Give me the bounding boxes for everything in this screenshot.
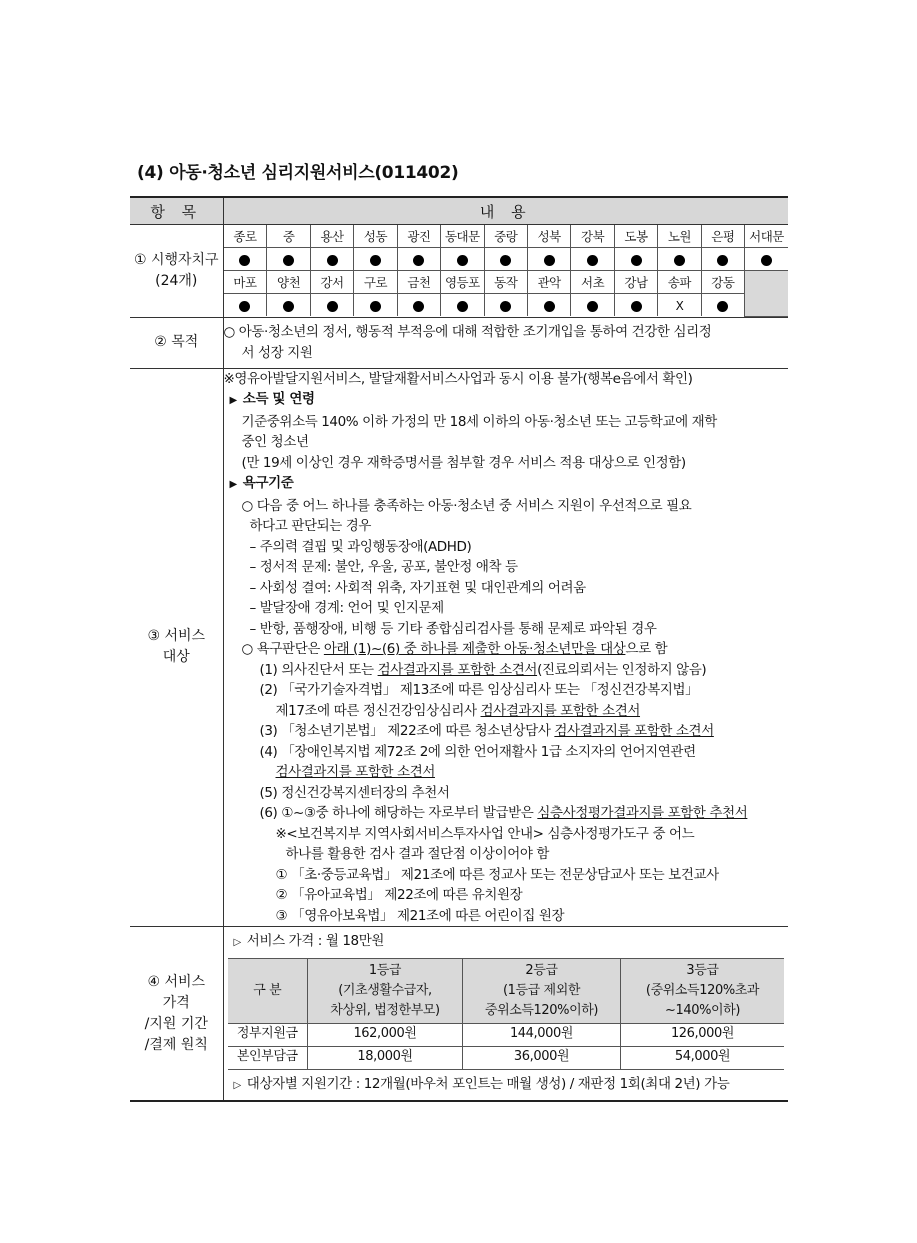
district-name: 중랑 <box>484 225 527 248</box>
dot-icon <box>457 301 468 312</box>
district-name-row <box>224 225 789 248</box>
row-target <box>130 368 788 927</box>
district-name: 노원 <box>658 225 701 248</box>
district-mark <box>267 248 310 271</box>
self-grade-1: 18,000원 <box>308 1046 463 1069</box>
service-price: 서비스 가격 : 월 18만원 <box>246 933 385 949</box>
dot-icon <box>413 301 424 312</box>
district-name: 양천 <box>267 271 310 294</box>
dot-icon <box>283 255 294 266</box>
dot-icon <box>674 255 685 266</box>
criteria-4: (4) 「장애인복지법 제72조 2에 의한 언어재활사 1급 소지자의 언어지연관련 <box>259 743 696 760</box>
purpose-label: ② 목적 <box>130 317 223 368</box>
criteria-3: (3) 「청소년기본법」 제22조에 따른 청소년상담사 검사결과지를 포함한 소견서 <box>259 723 714 739</box>
dot-icon <box>413 255 424 266</box>
row-purpose <box>130 317 788 368</box>
support-period: 대상자별 지원기간 : 12개월(바우처 포인트는 매월 생성) / 재판정 1회(최대 2년) 가능 <box>246 1075 730 1092</box>
list-item: ② 「유아교육법」 제22조에 따른 유치원장 <box>275 887 523 903</box>
dot-icon <box>239 301 250 312</box>
district-mark <box>310 248 353 271</box>
district-mark <box>658 294 701 317</box>
dot-icon <box>587 255 598 266</box>
target-label: ③ 서비스 대상 <box>130 368 223 927</box>
district-mark-row <box>224 248 789 271</box>
district-name: 마포 <box>224 271 267 294</box>
list-item: ① 「초·중등교육법」 제21조에 따른 정교사 또는 전문상담교사 또는 보건교사 <box>275 866 719 883</box>
district-mark <box>441 248 484 271</box>
district-name: 강북 <box>571 225 614 248</box>
list-item: – 정서적 문제: 불안, 우울, 공포, 불안정 애착 등 <box>249 559 518 575</box>
price-content <box>223 927 788 1102</box>
grade-2-header: 2등급 (1등급 제외한 중위소득120%이하) <box>463 958 621 1023</box>
district-name: 은평 <box>701 225 744 248</box>
list-item: – 사회성 결여: 사회적 위축, 자기표현 및 대인관계의 어려움 <box>249 579 586 596</box>
triangle-bullet-icon: ▷ <box>233 1079 241 1091</box>
dot-icon <box>457 255 468 266</box>
district-name: 영등포 <box>441 271 484 294</box>
district-name: 동대문 <box>441 225 484 248</box>
dot-icon <box>761 255 772 266</box>
district-mark <box>354 294 397 317</box>
header-content: 내 용 <box>223 197 788 225</box>
district-mark <box>224 248 267 271</box>
row-districts <box>130 225 788 318</box>
districts-cell <box>223 225 788 318</box>
dot-icon <box>500 301 511 312</box>
district-mark <box>614 294 657 317</box>
table-row <box>228 1023 785 1046</box>
grade-3-header: 3등급 (중위소득120%초과 ~140%이하) <box>621 958 785 1023</box>
district-name: 강서 <box>310 271 353 294</box>
district-name: 강동 <box>701 271 744 294</box>
district-name: 금천 <box>397 271 440 294</box>
dot-icon <box>544 301 555 312</box>
program-table <box>130 196 788 1102</box>
district-name: 종로 <box>224 225 267 248</box>
list-item: – 반항, 품행장애, 비행 등 기타 종합심리검사를 통해 문제로 파악된 경우 <box>249 620 657 637</box>
header-item: 항 목 <box>130 197 223 225</box>
district-mark <box>571 248 614 271</box>
target-content: ※영유아발달지원서비스, 발달재활서비스사업과 동시 이용 불가(행복e음에서 확인) ▶ 소득 및 연령 기준중위소득 140% 이하 가정의 만 18세 이하의 아동·청소년 또는 고등학교에 재학 중인 청소년 (만 19세 이상인 경우 재학증명서를 첨부할 경우 서비스 적용 대상으로 인정함) ▶ 욕구기준 ○ 다음 중 어느 하나를 충족하는 아동·청소년 중 서비스 지원이 우선적으로 필요 하다고 판단되는 경우 – 주의력 결핍 및 과잉행동장애(ADHD) – 정서적 문제: 불안, 우울, 공포, 불안정 애착 등 – 사회성 결여: 사회적 위축, 자기표현 및 대인관계의 어려움 – 발달장애 경계: 언어 및 인지문제 – 반항, 품행장애, 비행 등 기타 종합심리검사를 통해 문제로 파악된 경우 ○ 욕구판단은 아래 (1)~(6) 중 하나를 제출한 아동·청소년만을 대상으로 함 (1) 의사진단서 또는 검사결과지를 포함한 소견서(진료의뢰서는 인정하지 않음) (2) 「국가기술자격법」 제13조에 따른 임상심리사 또는 「정신건강복지법」 제17조에 따른 정신건강임상심리사 검사결과지를 포함한 소견서 (3) 「청소년기본법」 제22조에 따른 청소년상담사 검사결과지를 포함한 소견서 (4) 「장애인복지법 제72조 2에 의한 언어재활사 1급 소지자의 언어지연관련 검사결과지를 포함한 소견서 (5) 정신건강복지센터장의 추천서 (6) ①~③중 하나에 해당하는 자로부터 발급받은 심층사정평가결과지를 포함한 추천서 ※<보건복지부 지역사회서비스투자사업 안내> 심층사정평가도구 중 어느 하나를 활용한 검사 결과 절단점 이상이어야 함 ① 「초·중등교육법」 제21조에 따른 정교사 또는 전문상담교사 또는 보건교사 ② 「유아교육법」 제22조에 따른 유치원장 ③ 「영유아보육법」 제21조에 따른 어린이집 원장 <box>223 368 788 927</box>
district-name: 관악 <box>527 271 570 294</box>
district-name: 서초 <box>571 271 614 294</box>
district-mark <box>527 294 570 317</box>
district-mark <box>745 248 788 271</box>
need-heading: 욕구기준 <box>242 475 294 491</box>
price-label: ④ 서비스 가격 /지원 기간 /결제 원칙 <box>130 927 223 1102</box>
district-mark <box>310 294 353 317</box>
dot-icon <box>717 301 728 312</box>
district-mark-row <box>224 294 789 317</box>
gov-grade-2: 144,000원 <box>463 1023 621 1046</box>
dot-icon <box>327 255 338 266</box>
list-item: – 발달장애 경계: 언어 및 인지문제 <box>249 600 444 616</box>
gov-grade-3: 126,000원 <box>621 1023 785 1046</box>
district-name: 광진 <box>397 225 440 248</box>
dot-icon <box>370 301 381 312</box>
empty-cell <box>745 271 788 317</box>
dot-icon <box>631 255 642 266</box>
list-item: ③ 「영유아보육법」 제21조에 따른 어린이집 원장 <box>275 907 565 924</box>
income-heading: 소득 및 연령 <box>242 391 315 407</box>
criteria-6: (6) ①~③중 하나에 해당하는 자로부터 발급받은 심층사정평가결과지를 포함한 추천서 <box>259 805 748 821</box>
district-name: 성동 <box>354 225 397 248</box>
row-label-self: 본인부담금 <box>228 1046 308 1069</box>
dot-icon <box>370 255 381 266</box>
table-row <box>228 1046 785 1069</box>
district-name: 강남 <box>614 271 657 294</box>
district-mark <box>267 294 310 317</box>
list-item: – 주의력 결핍 및 과잉행동장애(ADHD) <box>249 538 472 555</box>
triangle-bullet-icon: ▶ <box>229 395 237 406</box>
price-table <box>228 958 785 1070</box>
district-mark <box>701 248 744 271</box>
district-mark <box>614 248 657 271</box>
row-label-gov: 정부지원금 <box>228 1023 308 1046</box>
target-note: ※영유아발달지원서비스, 발달재활서비스사업과 동시 이용 불가(행복e음에서 확인) <box>223 370 693 387</box>
district-mark <box>397 294 440 317</box>
district-name: 구로 <box>354 271 397 294</box>
criteria-1: (1) 의사진단서 또는 검사결과지를 포함한 소견서(진료의뢰서는 인정하지 않음) <box>259 661 707 678</box>
district-name: 송파 <box>658 271 701 294</box>
district-mark <box>701 294 744 317</box>
dot-icon <box>239 255 250 266</box>
district-mark <box>484 294 527 317</box>
district-mark <box>224 294 267 317</box>
district-name: 서대문 <box>745 225 788 248</box>
dot-icon <box>327 301 338 312</box>
x-mark: X <box>675 298 684 313</box>
row-price <box>130 927 788 1102</box>
districts-label: ① 시행자치구 (24개) <box>130 225 223 318</box>
district-name-row <box>224 271 789 294</box>
dot-icon <box>587 301 598 312</box>
self-grade-3: 54,000원 <box>621 1046 785 1069</box>
district-name: 용산 <box>310 225 353 248</box>
criteria-5: (5) 정신건강복지센터장의 추천서 <box>259 784 450 801</box>
dot-icon <box>717 255 728 266</box>
district-mark <box>658 248 701 271</box>
district-name: 중 <box>267 225 310 248</box>
self-grade-2: 36,000원 <box>463 1046 621 1069</box>
document-title: (4) 아동·청소년 심리지원서비스(011402) <box>137 163 459 183</box>
dot-icon <box>544 255 555 266</box>
district-mark <box>354 248 397 271</box>
criteria-2: (2) 「국가기술자격법」 제13조에 따른 임상심리사 또는 「정신건강복지법」 <box>259 682 699 698</box>
district-mark <box>571 294 614 317</box>
price-col-header: 구 분 <box>228 958 308 1023</box>
district-grid <box>224 225 789 317</box>
grade-1-header: 1등급 (기초생활수급자, 차상위, 법정한부모) <box>308 958 463 1023</box>
purpose-content: ○ 아동·청소년의 정서, 행동적 부적응에 대해 적합한 조기개입을 통하여 건강한 심리정 서 성장 지원 <box>223 317 788 368</box>
dot-icon <box>631 301 642 312</box>
district-mark <box>441 294 484 317</box>
triangle-bullet-icon: ▶ <box>229 479 237 490</box>
district-mark <box>484 248 527 271</box>
dot-icon <box>283 301 294 312</box>
gov-grade-1: 162,000원 <box>308 1023 463 1046</box>
district-mark <box>527 248 570 271</box>
district-name: 도봉 <box>614 225 657 248</box>
district-name: 동작 <box>484 271 527 294</box>
district-mark <box>397 248 440 271</box>
dot-icon <box>500 255 511 266</box>
district-name: 성북 <box>527 225 570 248</box>
triangle-bullet-icon: ▷ <box>233 937 241 948</box>
